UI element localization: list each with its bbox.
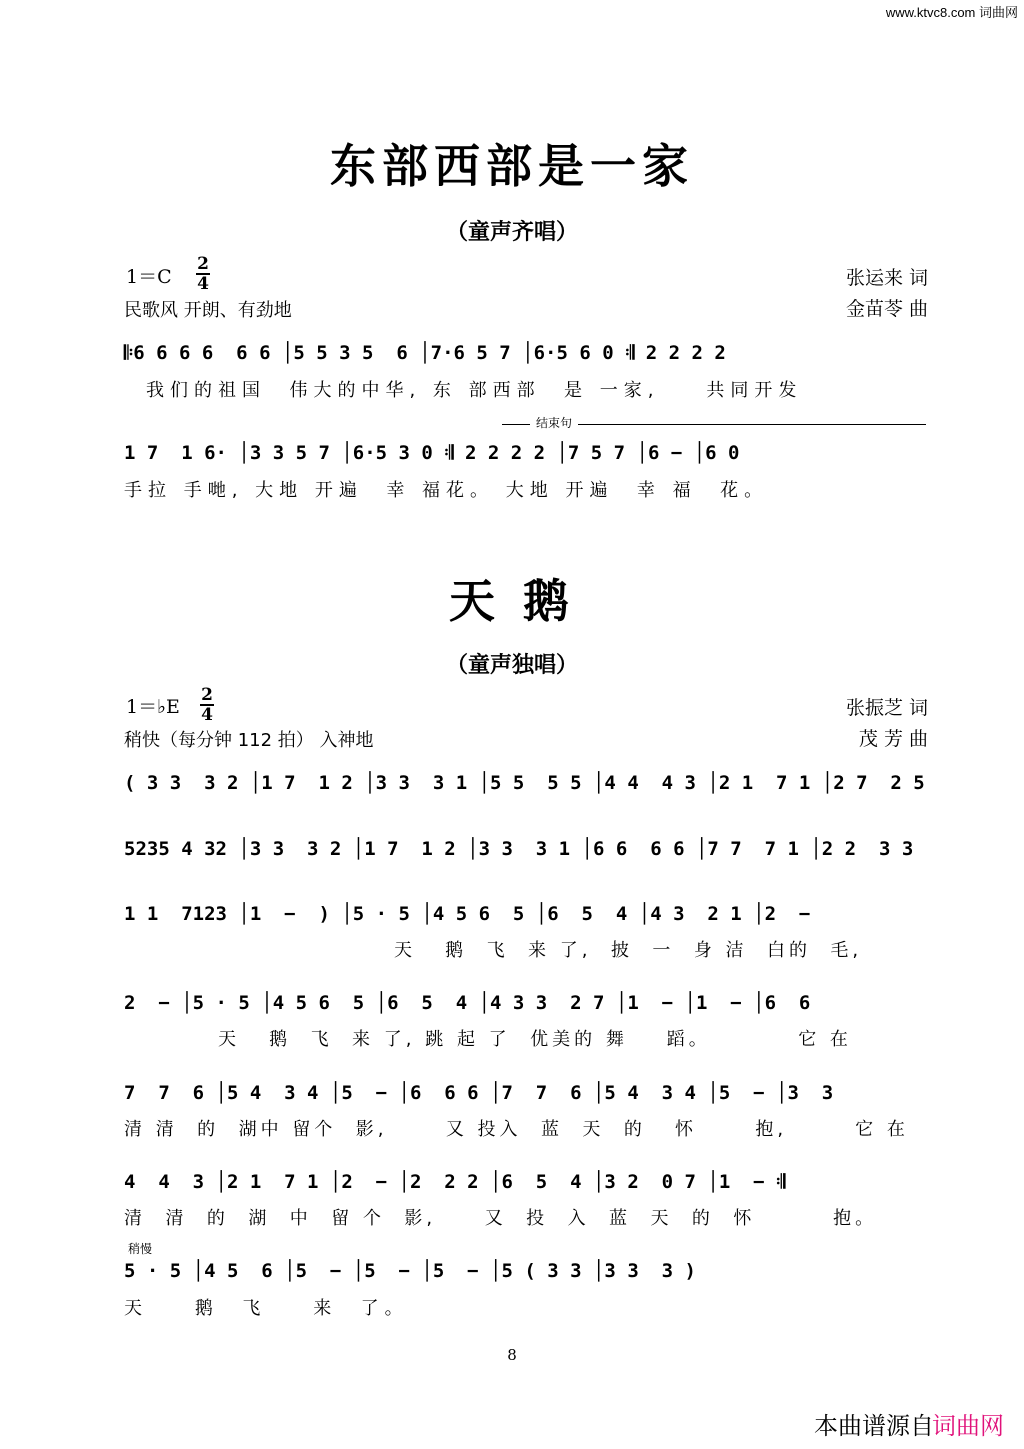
song1-notes-row-1: 𝄆6 6 6 6 6 6 │5 5 3 5 6 │7·6 5 7 │6·5 6 0 𝄇 2 2 2 2: [124, 342, 726, 364]
song1-style: 民歌风 开朗、有劲地: [124, 300, 292, 321]
ending-label: 结束句: [530, 414, 578, 431]
song2-lyrics-row-4: 天 鹅 飞 来 了, 跳 起 了 优美的 舞 蹈。 它 在: [218, 1029, 852, 1050]
slow-label: 稍慢: [128, 1242, 153, 1256]
song2-subtitle: （童声独唱）: [445, 652, 578, 678]
song2-key: 1＝♭E: [126, 696, 180, 718]
song1-lyrics-row-1: 我们的祖国 伟大的中华, 东 部西部 是 一家, 共同开发: [146, 380, 803, 401]
song2-notes-row-3: 1 1 7123 │1 − ) │5 · 5 │4 5 6 5 │6 5 4 │4 3 2 1 │2 −: [124, 903, 811, 925]
song2-notes-row-1: ( 3 3 3 2 │1 7 1 2 │3 3 3 1 │5 5 5 5 │4 4 4 3 │2 1 7 1 │2 7 2 5: [124, 772, 925, 794]
song1-lyricist: 张运来 词: [845, 267, 928, 289]
song2-lyrics-row-3: 天 鹅 飞 来 了, 披 一 身 洁 白的 毛,: [394, 940, 863, 961]
footer-brand-link[interactable]: 词曲网: [932, 1412, 1004, 1440]
song2-time-signature: [200, 687, 214, 723]
page-number: 8: [507, 1346, 517, 1364]
song2-lyrics-row-5: 清 清 的 湖中 留个 影, 又 投入 蓝 天 的 怀 抱, 它 在: [124, 1119, 909, 1140]
song2-lyricist: 张振芝 词: [845, 697, 928, 719]
footer-text: 本曲谱源自: [814, 1412, 934, 1440]
song2-notes-row-5: 7 7 6 │5 4 3 4 │5 − │6 6 6 │7 7 6 │5 4 3 4 │5 − │3 3: [124, 1082, 834, 1104]
song2-composer: 茂 芳 曲: [858, 728, 928, 750]
song1-lyrics-row-2: 手拉 手哋, 大地 开遍 幸 福花。 大地 开遍 幸 福 花。: [124, 480, 769, 501]
song2-tempo: 稍快（每分钟 112 拍） 入神地: [124, 730, 374, 751]
song1-key: 1＝C: [126, 266, 172, 288]
song2-notes-row-7: 5 · 5 │4 5 6 │5 − │5 − │5 − │5 ( 3 3 │3 3 3 ): [124, 1260, 696, 1282]
song2-title: 天 鹅: [448, 574, 575, 628]
song1-time-top: 2: [197, 254, 209, 274]
song2-lyrics-row-7: 天 鹅 飞 来 了。: [124, 1298, 409, 1319]
song1-subtitle: （童声齐唱）: [445, 219, 578, 245]
song1-composer: 金苗苓 曲: [845, 298, 928, 320]
song1-time-bottom: 4: [197, 274, 209, 294]
site-url[interactable]: www.ktvc8.com 词曲网: [885, 5, 1018, 20]
song1-time-signature: [196, 256, 210, 292]
song2-notes-row-2: 5235 4 32 │3 3 3 2 │1 7 1 2 │3 3 3 1 │6 6 6 6 │7 7 7 1 │2 2 3 3: [124, 838, 914, 860]
song2-lyrics-row-6: 清 清 的 湖 中 留 个 影, 又 投 入 蓝 天 的 怀 抱。: [124, 1208, 878, 1229]
song1-notes-row-2: 1 7 1 6· │3 3 5 7 │6·5 3 0 𝄇 2 2 2 2 │7 5 7 │6 − │6 0: [124, 442, 740, 464]
song2-notes-row-6: 4 4 3 │2 1 7 1 │2 − │2 2 2 │6 5 4 │3 2 0 7 │1 − 𝄇: [124, 1171, 786, 1193]
song2-notes-row-4: 2 − │5 · 5 │4 5 6 5 │6 5 4 │4 3 3 2 7 │1 − │1 − │6 6: [124, 992, 811, 1014]
song1-title: 东部西部是一家: [330, 139, 694, 193]
song2-time-bottom: 4: [201, 705, 213, 725]
song2-time-top: 2: [201, 685, 213, 705]
